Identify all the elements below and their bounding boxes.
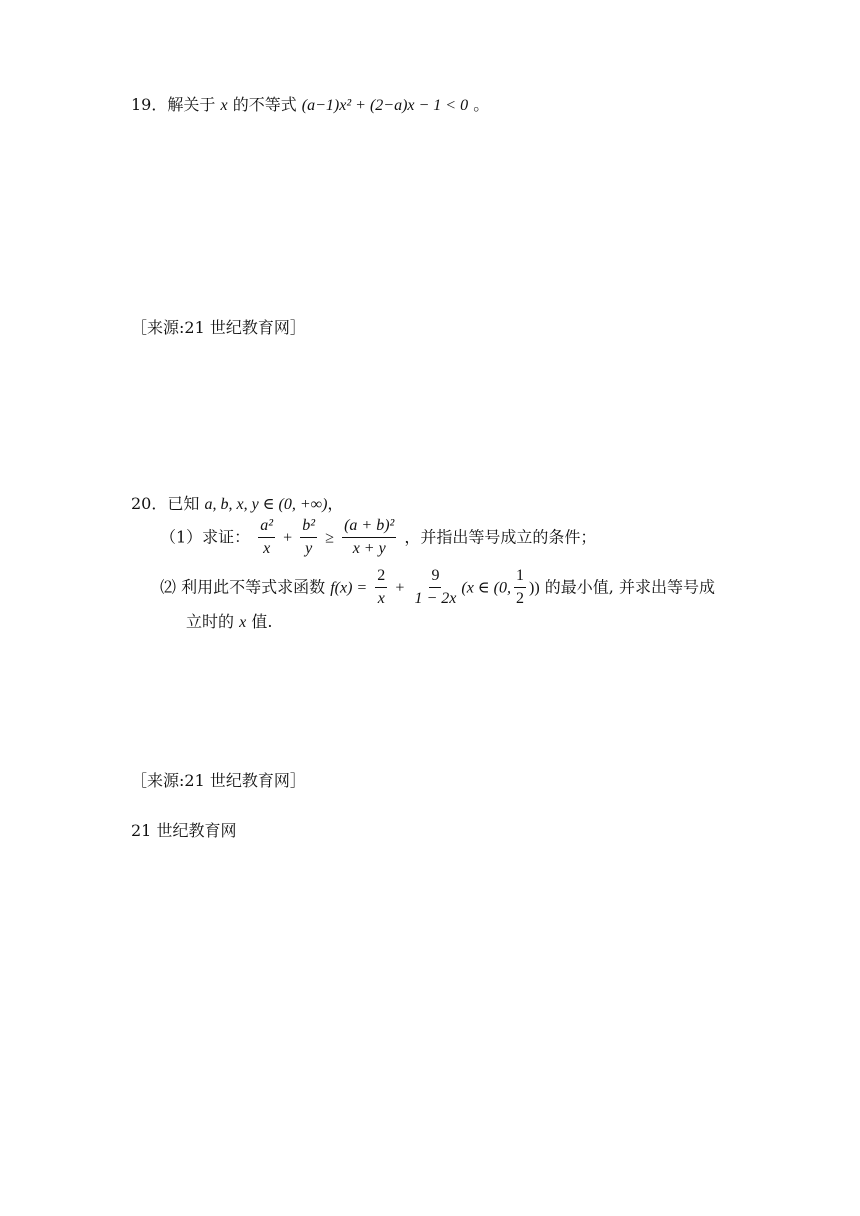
question-20: [131, 491, 343, 514]
question-19: [131, 92, 489, 115]
fraction-a2-over-x: $\frac{\text{a²}}{x}$: [260, 517, 274, 558]
punctuation: ，: [327, 494, 344, 513]
question-text: 已知: [167, 494, 200, 513]
source-note: ［来源:21 世纪教育网］: [131, 771, 306, 790]
plus-sign: +: [283, 529, 293, 547]
function-name: f(x) =: [330, 579, 368, 597]
question-20-part-2: [160, 567, 715, 609]
source-note: ［来源:21 世纪教育网］: [131, 318, 306, 337]
part-text: 立时的: [186, 612, 235, 631]
fraction-one-half: $\frac{1}{2}$: [516, 567, 525, 608]
variable-x: x: [239, 614, 247, 631]
question-number: 20．: [131, 494, 168, 513]
question-20-part-2-continued: [186, 609, 272, 632]
fraction-b2-over-y: $\frac{\text{b²}}{y}$: [302, 517, 316, 558]
given-condition: a, b, x, y ∈ (0, +∞): [204, 496, 328, 513]
domain-close: )): [529, 579, 540, 597]
fraction-sum-squared: $\frac{\text{(a + b)²}}{x + y}$: [344, 517, 395, 558]
fraction-2-over-x: $\frac{2}{x}$: [377, 567, 386, 608]
question-text: 解关于: [167, 95, 216, 114]
part-label: ⑵ 利用此不等式求函数: [160, 577, 326, 597]
variable-x: x: [220, 97, 228, 114]
question-20-part-1: [160, 517, 596, 559]
part-label: （1）求证：: [160, 527, 251, 547]
part-text: ，并指出等号成立的条件；: [404, 527, 597, 547]
question-number: 19．: [131, 95, 168, 114]
geq-sign: ≥: [325, 529, 334, 547]
fraction-9-over-1-minus-2x: $\frac{9}{1 - 2x}$: [414, 567, 457, 608]
part-text: 值.: [251, 612, 273, 631]
inequality-expression: (a−1)x² + (2−a)x − 1 < 0: [301, 97, 469, 114]
footer-text: 21 世纪教育网: [131, 821, 237, 840]
part-text: 的最小值, 并求出等号成: [544, 577, 715, 597]
question-text: 的不等式: [232, 95, 297, 114]
plus-sign: +: [395, 579, 405, 597]
domain-open: (x ∈ (0,: [461, 579, 512, 597]
punctuation: 。: [473, 95, 490, 114]
